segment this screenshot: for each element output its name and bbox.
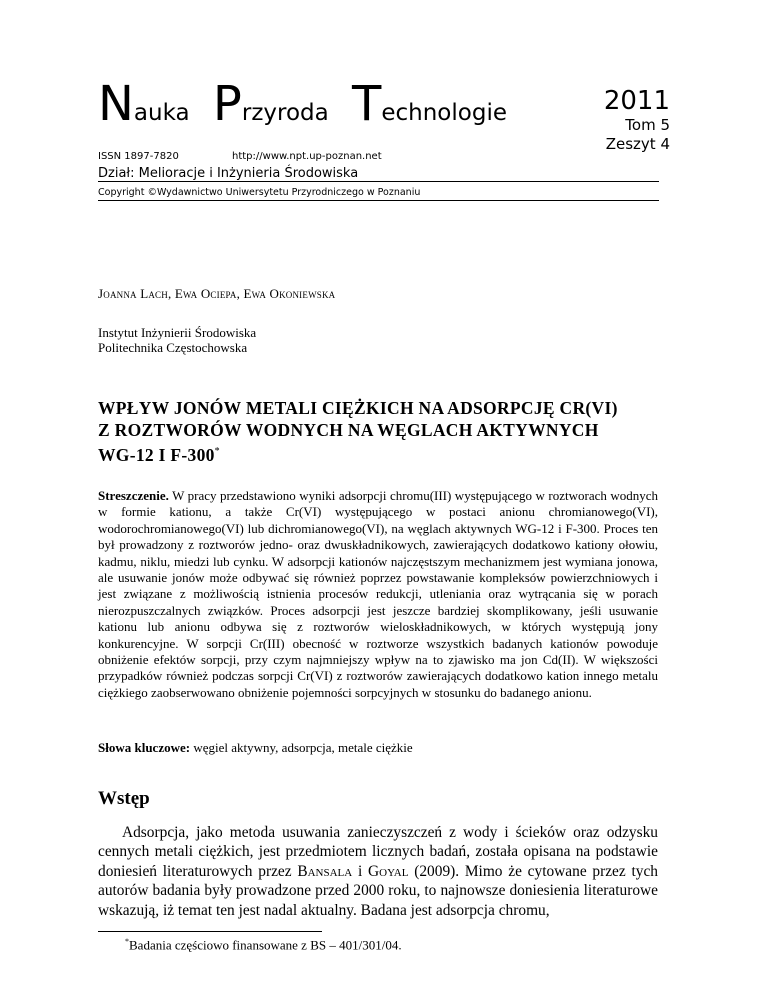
footnote-mark: * <box>125 937 129 946</box>
affiliation-university: Politechnika Częstochowska <box>98 340 248 355</box>
citation-conjunction: i <box>352 862 369 880</box>
journal-section: Dział: Melioracje i Inżynieria Środowiska <box>98 166 359 181</box>
paper-title-line-2: Z ROZTWORÓW WODNYCH NA WĘGLACH AKTYWNYCH <box>98 420 599 440</box>
journal-title-rest: echnologie <box>381 100 507 126</box>
journal-title-initial: N <box>98 76 134 132</box>
body-text-part-2: (2009). Mimo że cytowane przez tych autorów badania były prowadzone przed 2000 roku, to najnowsze doniesienia literaturowe wskazują, iż temat ten jest nadal aktualny. Badana jest adsorpcja chromu, <box>98 862 658 919</box>
issue-year: 2011 <box>603 86 670 116</box>
affiliation-institute: Instytut Inżynierii Środowiska <box>98 325 257 340</box>
copyright: Copyright ©Wydawnictwo Uniwersytetu Przyrodniczego w Poznaniu <box>98 187 421 198</box>
section-heading: Wstęp <box>98 788 150 809</box>
header-divider-top <box>98 181 659 182</box>
journal-title-initial: T <box>352 76 382 132</box>
journal-title-rest: rzyroda <box>241 100 329 126</box>
body-paragraph <box>98 823 658 920</box>
footnote-text: Badania częściowo finansowane z BS – 401/301/04. <box>129 937 402 953</box>
footnote <box>125 937 402 953</box>
keywords <box>98 740 658 756</box>
paper-title-line-1: WPŁYW JONÓW METALI CIĘŻKICH NA ADSORPCJĘ CR(VI) <box>98 398 618 418</box>
authors: Joanna Lach, Ewa Ociepa, Ewa Okoniewska <box>98 286 336 301</box>
journal-title-word-2 <box>212 76 329 132</box>
footnote-marker: * <box>214 446 220 457</box>
body-text-part-1: Adsorpcja, jako metoda usuwania zanieczyszczeń z wody i ścieków oraz odzysku cennych metali ciężkich, jest przedmiotem licznych badań, została opisana na podstawie doniesień literaturowych przez <box>98 824 658 880</box>
header-divider-bottom <box>98 200 659 201</box>
journal-title-rest: auka <box>133 100 190 126</box>
abstract-label: Streszczenie. <box>98 488 169 503</box>
paper-title-line-3-text: WG-12 I F-300 <box>98 444 215 465</box>
footnote-divider <box>98 931 322 932</box>
journal-title-initial: P <box>212 76 242 132</box>
citation-author-1: Bansala <box>297 862 353 880</box>
keywords-label: Słowa kluczowe: <box>98 740 191 755</box>
paper-title-line-3 <box>98 441 698 466</box>
affiliation <box>98 325 256 355</box>
issn: ISSN 1897-7820 <box>98 151 179 162</box>
issue-info <box>604 86 670 154</box>
paper-title <box>98 397 698 466</box>
issue-number: Zeszyt 4 <box>605 135 670 153</box>
journal-url[interactable]: http://www.npt.up-poznan.net <box>232 151 382 162</box>
journal-title-word-3 <box>352 76 507 132</box>
journal-title-word-1 <box>98 76 190 132</box>
keywords-text: węgiel aktywny, adsorpcja, metale ciężkie <box>193 740 413 755</box>
citation-author-2: Goyal <box>368 862 409 880</box>
abstract <box>98 488 658 701</box>
journal-title <box>98 76 523 132</box>
issue-volume: Tom 5 <box>625 116 670 134</box>
abstract-text: W pracy przedstawiono wyniki adsorpcji chromu(III) występującego w roztworach wodnych w formie kationu, a także Cr(VI) występującego w postaci anionu chromianowego(VI), wodorochromianowego(VI) lub dichromianowego(VI), na węglach aktywnych WG-12 i F-300. Proces ten był prowadzony z roztworów jedno- oraz dwuskładnikowych, zawierających dodatkowo kationy ołowiu, kadmu, niklu, miedzi lub cynku. W adsorpcji kationów najczęstszym mechanizmem jest wymiana jonowa, ale usuwanie jonów może odbywać się również poprzez powstawanie kompleksów powierzchniowych i jest związane z możliwością istnienia procesów redukcji, utleniania oraz wytrącania się w porach nierozpuszczalnych związków. Proces adsorpcji jest jeszcze bardziej skomplikowany, jeśli usuwanie kationu lub anionu odbywa się z roztworów wieloskładnikowych, w których występują jony konkurencyjne. W sorpcji Cr(III) obecność w roztworze wszystkich badanych kationów powoduje obniżenie efektów sorpcji, przy czym najmniejszy wpływ na to zjawisko ma jon Cd(II). W większości przypadków również podczas sorpcji Cr(VI) z roztworów zawierających dodatkowo kation innego metalu ciężkiego zaobserwowano obniżenie pojemności sorpcyjnych w stosunku do badanego anionu. <box>98 488 659 700</box>
